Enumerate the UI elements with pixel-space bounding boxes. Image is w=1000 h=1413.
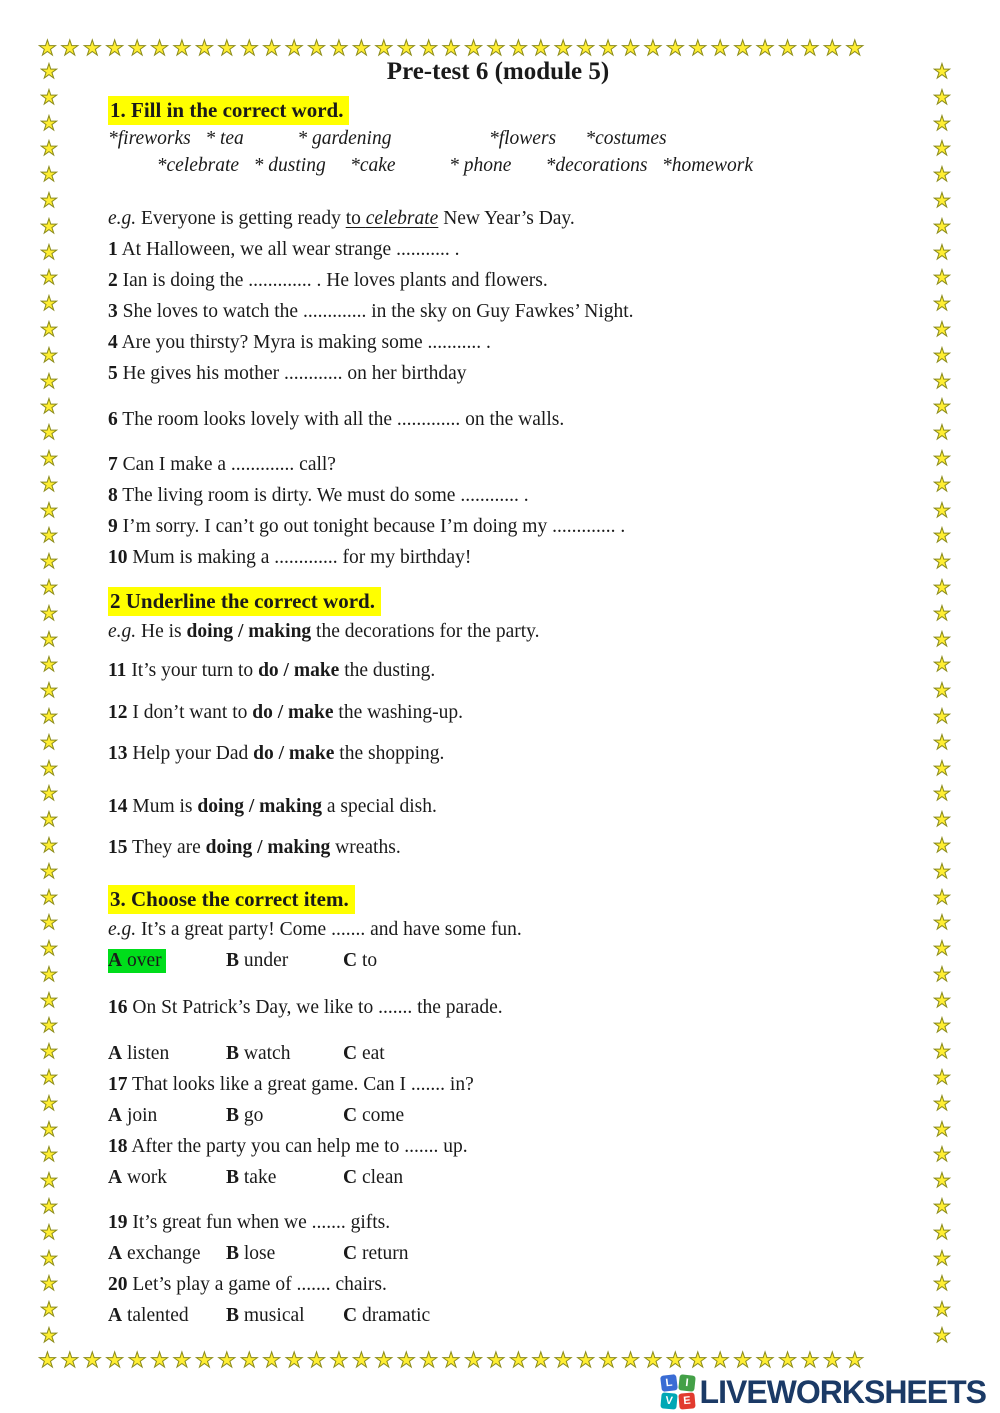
item-number: 14 — [108, 796, 128, 817]
word-bank-line1: *fireworks * tea * gardening *flowers *costumes — [108, 128, 667, 149]
item-pre: Mum is — [132, 796, 198, 817]
section2 — [108, 587, 898, 616]
option-b[interactable] — [226, 945, 343, 976]
fill-item-9 — [108, 511, 898, 542]
underline-item-12 — [108, 697, 898, 728]
options-row-18 — [108, 1162, 898, 1193]
option-letter: A — [108, 1105, 123, 1126]
option-letter: A — [108, 1043, 123, 1064]
choose-item-18 — [108, 1131, 898, 1162]
item-text: It’s great fun when we ....... gifts. — [132, 1212, 391, 1233]
eg-underline-plain: to — [345, 208, 366, 229]
logo-letter-i: I — [678, 1374, 696, 1392]
option-letter: C — [343, 1043, 358, 1064]
item-number: 3 — [108, 301, 118, 322]
item-text[interactable]: Are you thirsty? Myra is making some ........... . — [121, 332, 491, 353]
page-title: Pre-test 6 (module 5) — [386, 58, 610, 85]
underline-item-13 — [108, 738, 898, 769]
option-letter: A — [108, 1167, 123, 1188]
options-row-example — [108, 945, 898, 976]
logo-letter-v: V — [660, 1392, 677, 1409]
option-letter: A — [108, 1243, 123, 1264]
option-letter: A — [108, 1305, 123, 1326]
option-a[interactable] — [108, 945, 226, 976]
answer-highlight — [108, 949, 166, 973]
liveworksheets-grid-icon — [661, 1375, 695, 1409]
choose-item-19 — [108, 1207, 898, 1238]
option-text: musical — [243, 1305, 305, 1326]
option-text: work — [126, 1167, 168, 1188]
option-text: join — [126, 1105, 158, 1126]
logo-letter-l: L — [660, 1374, 678, 1392]
item-number: 2 — [108, 270, 118, 291]
choice-words[interactable]: doing / making — [197, 796, 323, 817]
item-number: 4 — [108, 332, 118, 353]
item-number: 7 — [108, 454, 118, 475]
section3 — [108, 885, 898, 914]
option-b[interactable] — [226, 1100, 343, 1131]
section2-example — [108, 616, 898, 647]
word-bank-line2: *celebrate * dusting *cake * phone *decorations *homework — [108, 155, 754, 176]
option-letter: A — [108, 950, 123, 971]
option-text: take — [243, 1167, 277, 1188]
option-text: watch — [243, 1043, 291, 1064]
worksheet-content — [108, 56, 898, 1331]
eg-pre: He is — [136, 621, 187, 642]
choice-words[interactable]: do / make — [252, 702, 334, 723]
star-border-top: ★★★★★★★★★★★★★★★★★★★★★★★★★★★★★★★★★★★★★ — [38, 36, 868, 60]
section1-example — [108, 203, 898, 234]
option-letter: C — [343, 1105, 358, 1126]
item-text: Let’s play a game of ....... chairs. — [132, 1274, 387, 1295]
choice-words[interactable]: doing / making — [205, 837, 331, 858]
item-number: 19 — [108, 1212, 128, 1233]
item-number: 20 — [108, 1274, 128, 1295]
item-number: 17 — [108, 1074, 128, 1095]
item-text: That looks like a great game. Can I ....... in? — [132, 1074, 474, 1095]
option-letter: B — [226, 1105, 240, 1126]
eg-label: e.g. — [108, 208, 137, 229]
option-c[interactable] — [343, 1238, 461, 1269]
section3-example — [108, 914, 898, 945]
option-letter: B — [226, 950, 240, 971]
option-text: listen — [126, 1043, 170, 1064]
choice-words[interactable]: do / make — [258, 660, 340, 681]
option-letter: B — [226, 1167, 240, 1188]
liveworksheets-logo[interactable] — [661, 1372, 986, 1412]
option-b[interactable] — [226, 1238, 343, 1269]
item-pre: It’s your turn to — [131, 660, 259, 681]
option-letter: B — [226, 1043, 240, 1064]
item-post: the dusting. — [339, 660, 436, 681]
item-post: wreaths. — [330, 837, 401, 858]
section2-heading: 2 Underline the correct word. — [108, 587, 381, 616]
item-number: 5 — [108, 363, 118, 384]
section1-heading: 1. Fill in the correct word. — [108, 96, 349, 125]
options-row-17 — [108, 1100, 898, 1131]
eg-question: It’s a great party! Come ....... and have some fun. — [136, 919, 522, 940]
options-row-16 — [108, 1038, 898, 1069]
item-number: 10 — [108, 547, 128, 568]
option-c[interactable] — [343, 945, 461, 976]
item-number: 1 — [108, 239, 118, 260]
option-text: clean — [361, 1167, 404, 1188]
fill-item-1 — [108, 234, 898, 265]
fill-item-2 — [108, 265, 898, 296]
item-pre: I don’t want to — [132, 702, 253, 723]
item-post: a special dish. — [322, 796, 437, 817]
item-post: the shopping. — [334, 743, 445, 764]
item-number: 6 — [108, 409, 118, 430]
logo-letter-e: E — [678, 1392, 695, 1409]
option-text: dramatic — [361, 1305, 431, 1326]
item-text[interactable]: Ian is doing the ............. . He loves plants and flowers. — [122, 270, 548, 291]
item-number: 11 — [108, 660, 127, 681]
star-border-bottom: ★★★★★★★★★★★★★★★★★★★★★★★★★★★★★★★★★★★★★ — [38, 1348, 868, 1372]
option-c[interactable] — [343, 1300, 461, 1331]
item-text: On St Patrick’s Day, we like to ....... the parade. — [132, 997, 503, 1018]
choose-item-16 — [108, 992, 898, 1023]
option-text: go — [243, 1105, 264, 1126]
item-pre: They are — [132, 837, 206, 858]
option-text: under — [243, 950, 289, 971]
option-a[interactable] — [108, 1238, 226, 1269]
choose-item-17 — [108, 1069, 898, 1100]
underline-item-14 — [108, 791, 898, 822]
item-text[interactable]: Mum is making a ............. for my birthday! — [132, 547, 472, 568]
choose-item-20 — [108, 1269, 898, 1300]
eg-choice: doing / making — [186, 621, 312, 642]
option-c[interactable] — [343, 1162, 461, 1193]
underline-item-11 — [108, 655, 898, 686]
option-a[interactable] — [108, 1038, 226, 1069]
eg-label: e.g. — [108, 621, 137, 642]
option-a[interactable] — [108, 1100, 226, 1131]
item-text[interactable]: The living room is dirty. We must do some ............ . — [122, 485, 529, 506]
eg-label: e.g. — [108, 919, 137, 940]
item-post: the washing-up. — [333, 702, 463, 723]
option-letter: C — [343, 1305, 358, 1326]
item-number: 16 — [108, 997, 128, 1018]
option-text: eat — [361, 1043, 385, 1064]
option-c[interactable] — [343, 1038, 461, 1069]
eg-underlined — [346, 208, 439, 229]
eg-post: New Year’s Day. — [438, 208, 575, 229]
choice-words[interactable]: do / make — [253, 743, 335, 764]
fill-item-4 — [108, 327, 898, 358]
brand-text: LIVEWORKSHEETS — [699, 1373, 986, 1410]
eg-post: the decorations for the party. — [311, 621, 540, 642]
option-a[interactable] — [108, 1300, 226, 1331]
options-row-20 — [108, 1300, 898, 1331]
option-a[interactable] — [108, 1162, 226, 1193]
eg-pre: Everyone is getting ready — [136, 208, 346, 229]
item-text[interactable]: Can I make a ............. call? — [122, 454, 336, 475]
option-b[interactable] — [226, 1038, 343, 1069]
item-text: After the party you can help me to ....... up. — [131, 1136, 468, 1157]
star-border-left: ★★★★★★★★★★★★★★★★★★★★★★★★★★★★★★★★★★★★★★★★★★★★★★★★★★ — [40, 61, 58, 1348]
options-row-19 — [108, 1238, 898, 1269]
option-letter: C — [343, 1167, 358, 1188]
option-text: to — [361, 950, 378, 971]
item-text[interactable]: He gives his mother ............ on her birthday — [122, 363, 467, 384]
star-border-right: ★★★★★★★★★★★★★★★★★★★★★★★★★★★★★★★★★★★★★★★★★★★★★★★★★★ — [933, 61, 951, 1348]
option-c[interactable] — [343, 1100, 461, 1131]
option-letter: C — [343, 950, 358, 971]
eg-underline-italic: celebrate — [365, 208, 439, 229]
fill-item-7 — [108, 449, 898, 480]
option-letter: B — [226, 1305, 240, 1326]
option-text: lose — [243, 1243, 276, 1264]
section3-heading: 3. Choose the correct item. — [108, 885, 355, 914]
item-number: 18 — [108, 1136, 128, 1157]
option-text: over — [126, 950, 162, 971]
option-b[interactable] — [226, 1300, 343, 1331]
item-number: 12 — [108, 702, 128, 723]
item-text[interactable]: The room looks lovely with all the ............. on the walls. — [122, 409, 565, 430]
fill-item-10 — [108, 542, 898, 573]
fill-item-5 — [108, 358, 898, 389]
underline-item-15 — [108, 832, 898, 863]
item-text[interactable]: She loves to watch the ............. in the sky on Guy Fawkes’ Night. — [122, 301, 634, 322]
option-letter: B — [226, 1243, 240, 1264]
option-text: exchange — [126, 1243, 201, 1264]
fill-item-6 — [108, 404, 898, 435]
section1 — [108, 96, 898, 125]
option-letter: C — [343, 1243, 358, 1264]
fill-item-3 — [108, 296, 898, 327]
item-number: 13 — [108, 743, 128, 764]
item-text[interactable]: At Halloween, we all wear strange ........... . — [121, 239, 460, 260]
option-text: talented — [126, 1305, 189, 1326]
option-b[interactable] — [226, 1162, 343, 1193]
item-number: 9 — [108, 516, 118, 537]
item-text[interactable]: I’m sorry. I can’t go out tonight because I’m doing my ............. . — [122, 516, 626, 537]
item-pre: Help your Dad — [132, 743, 254, 764]
fill-item-8 — [108, 480, 898, 511]
option-text: return — [361, 1243, 409, 1264]
item-number: 15 — [108, 837, 128, 858]
option-text: come — [361, 1105, 405, 1126]
item-number: 8 — [108, 485, 118, 506]
